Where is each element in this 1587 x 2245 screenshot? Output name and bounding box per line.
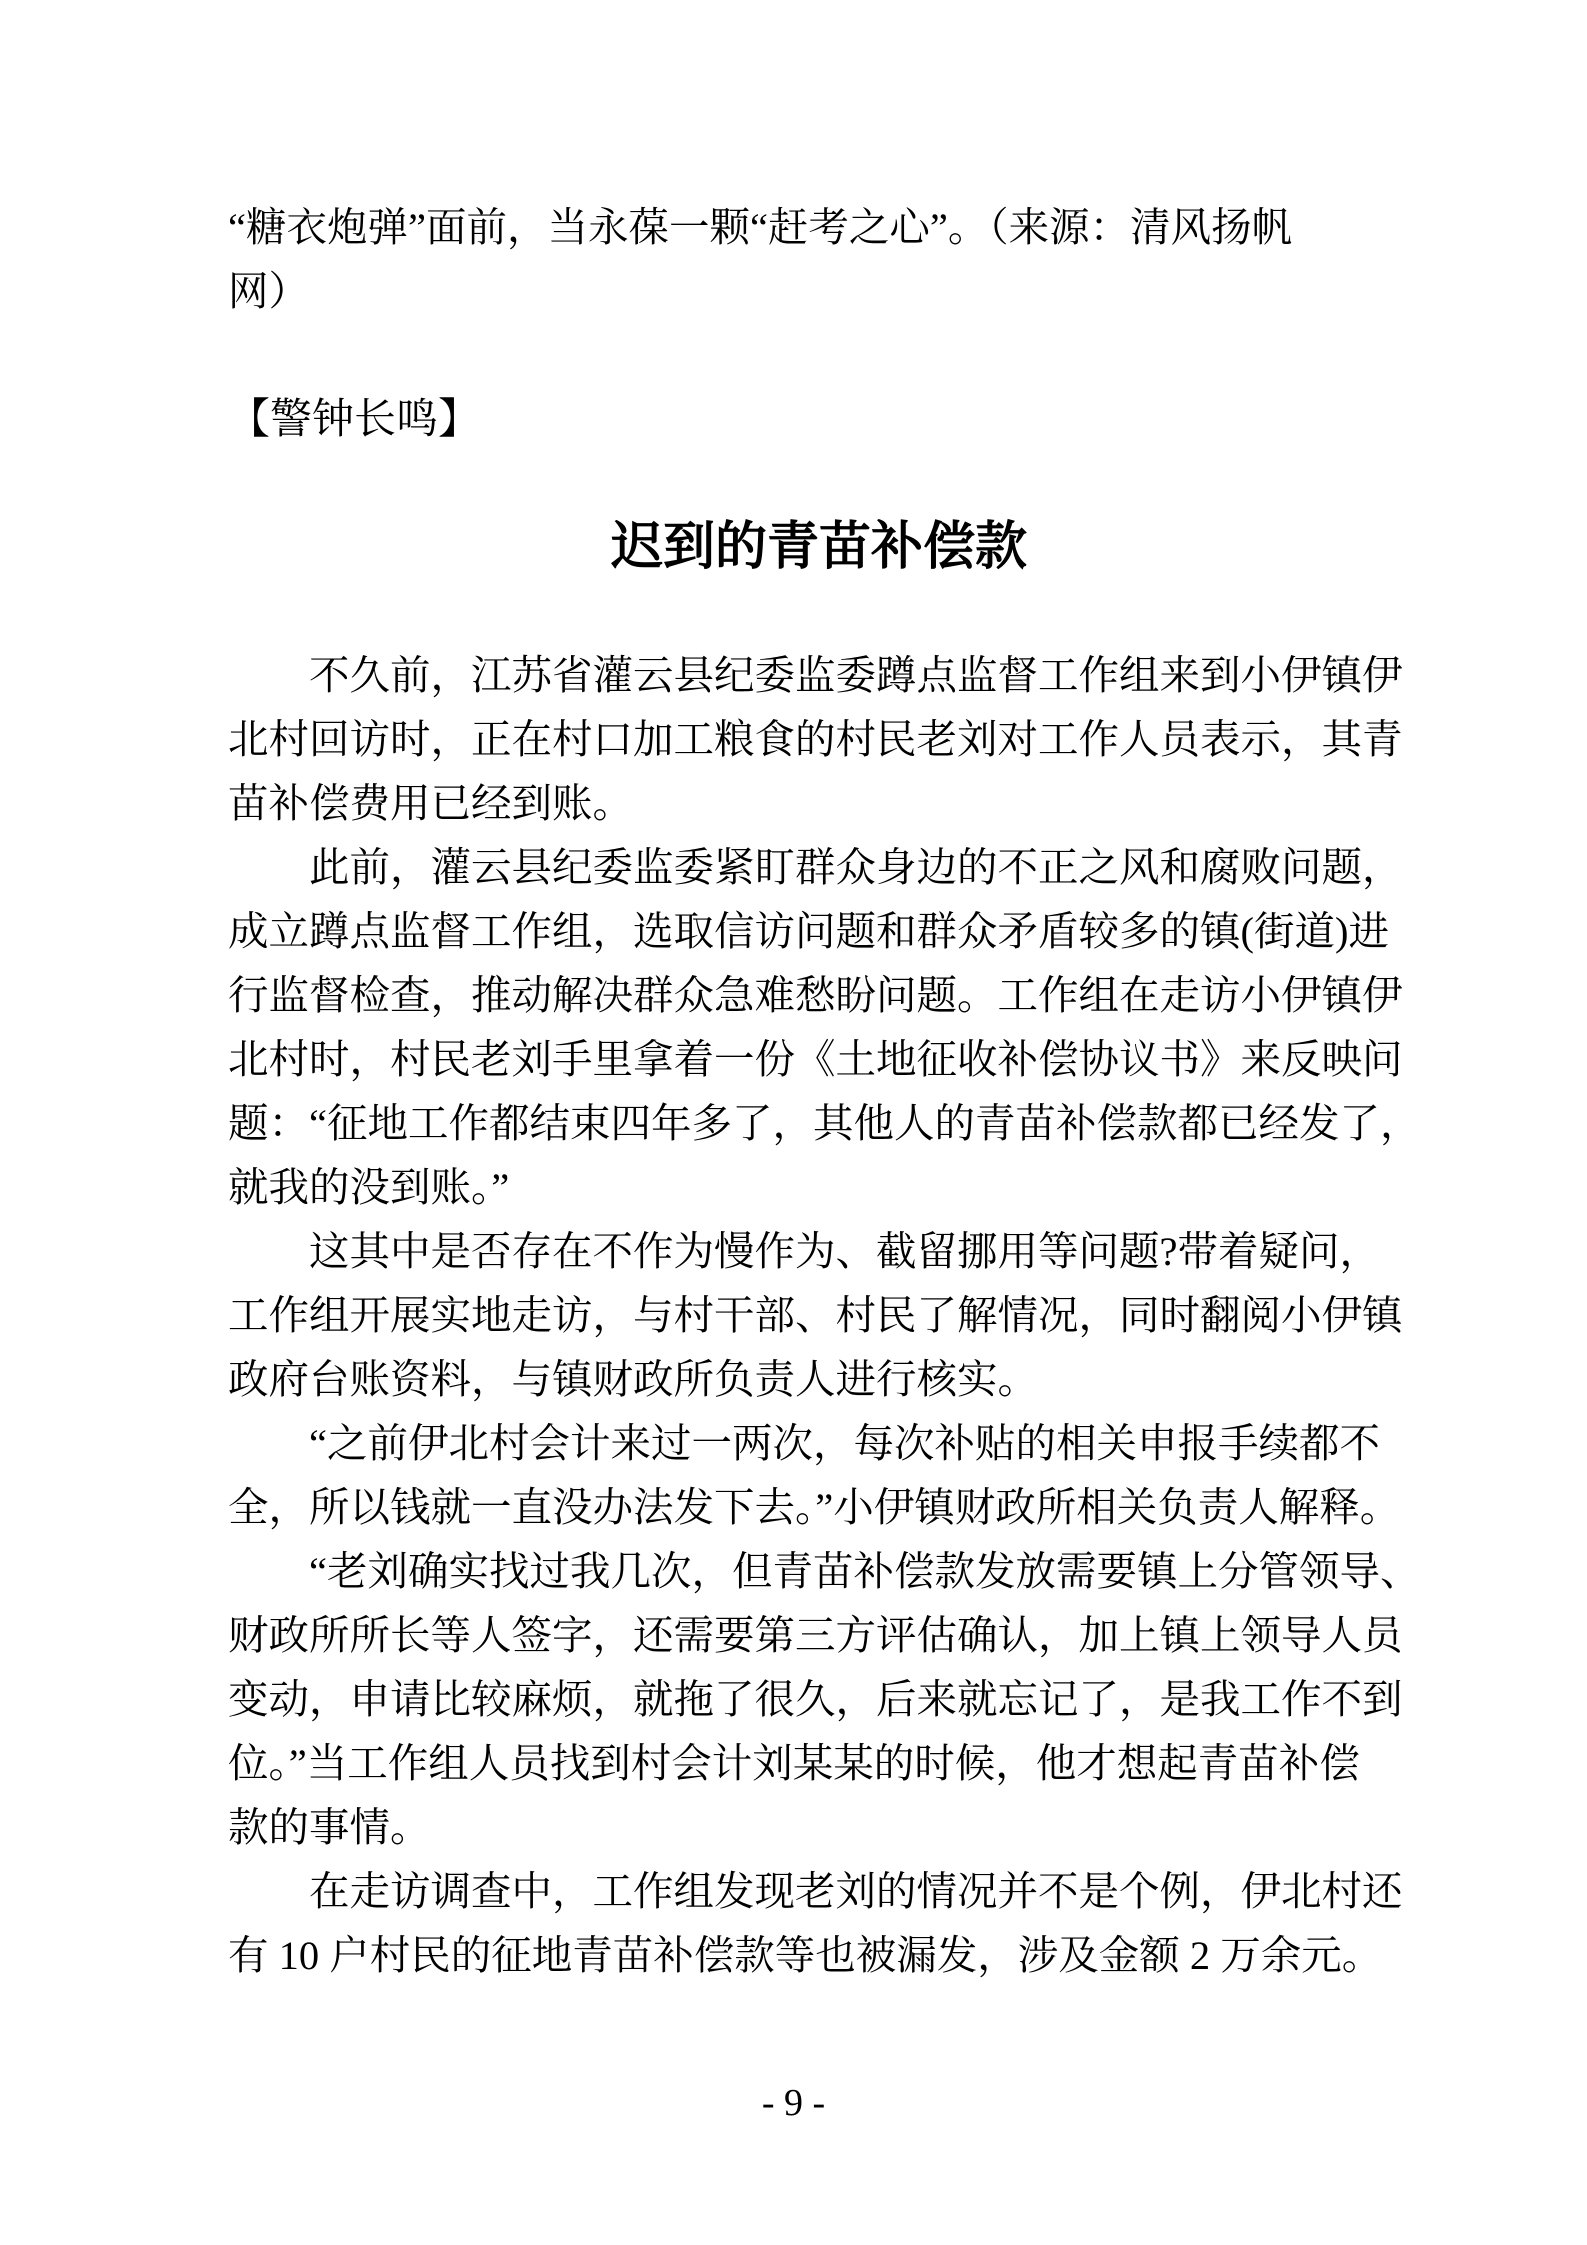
prev-article-line: “糖衣炮弹”面前，当永葆一颗“赶考之心”。（来源：清风扬帆 [228,205,1293,250]
body-line: “之前伊北村会计来过一两次，每次补贴的相关申报手续都不 [309,1421,1380,1466]
body-line: 有 10 户村民的征地青苗补偿款等也被漏发，涉及金额 2 万余元。 [228,1933,1383,1978]
blank-line [228,324,1368,388]
body-line: 全，所以钱就一直没办法发下去。”小伊镇财政所相关负责人解释。 [228,1485,1401,1530]
text-column [228,196,1421,1988]
body-line: 不久前，江苏省灌云县纪委监委蹲点监督工作组来到小伊镇伊 [309,653,1403,698]
body-line: 款的事情。 [228,1805,431,1850]
body-line: 在走访调查中，工作组发现老刘的情况并不是个例，伊北村还 [309,1869,1403,1914]
body-line: 政府台账资料，与镇财政所负责人进行核实。 [228,1357,1038,1402]
page-number: - 9 - [761,2082,826,2124]
body-line: 就我的没到账。” [228,1165,510,1210]
body-line: “老刘确实找过我几次，但青苗补偿款发放需要镇上分管领导、 [309,1549,1421,1594]
blank-line [228,452,1368,516]
body-line: 变动，申请比较麻烦，就拖了很久，后来就忘记了，是我工作不到 [228,1677,1403,1722]
section-header: 【警钟长鸣】 [228,397,481,443]
body-line: 题：“征地工作都结束四年多了，其他人的青苗补偿款都已经发了， [228,1101,1421,1146]
body-line: 成立蹲点监督工作组，选取信访问题和群众矛盾较多的镇(街道)进 [228,909,1389,954]
article-title: 迟到的青苗补偿款 [610,519,1027,576]
body-line: 工作组开展实地走访，与村干部、村民了解情况，同时翻阅小伊镇 [228,1293,1403,1338]
blank-line [228,580,1368,644]
body-line: 这其中是否存在不作为慢作为、截留挪用等问题?带着疑问， [309,1229,1380,1274]
body-line: 苗补偿费用已经到账。 [228,781,633,826]
body-line: 此前，灌云县纪委监委紧盯群众身边的不正之风和腐败问题， [309,845,1403,890]
prev-article-line: 网） [228,269,309,314]
body-line: 北村回访时，正在村口加工粮食的村民老刘对工作人员表示，其青 [228,717,1403,762]
body-line: 北村时，村民老刘手里拿着一份《土地征收补偿协议书》来反映问 [228,1037,1403,1082]
body-line: 位。”当工作组人员找到村会计刘某某的时候，他才想起青苗补偿 [228,1741,1360,1786]
body-line: 行监督检查，推动解决群众急难愁盼问题。工作组在走访小伊镇伊 [228,973,1403,1018]
body-line: 财政所所长等人签字，还需要第三方评估确认，加上镇上领导人员 [228,1613,1403,1658]
